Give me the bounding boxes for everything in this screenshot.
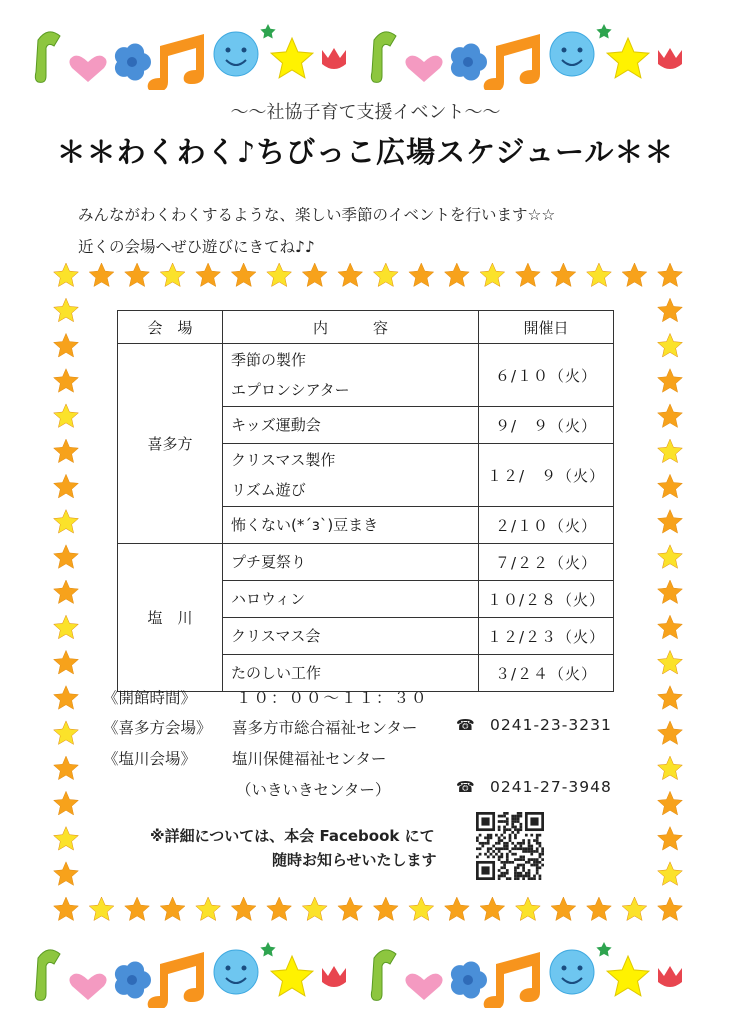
date-cell: １２/ ９（火） — [479, 444, 614, 507]
date-cell: ３/２４（火） — [479, 655, 614, 692]
frame-star — [89, 897, 114, 921]
frame-star — [54, 545, 79, 569]
content-line: 季節の製作 — [231, 351, 307, 369]
small-star-icon — [260, 942, 275, 957]
frame-star — [338, 897, 363, 921]
frame-star — [658, 298, 683, 322]
frame-star — [54, 298, 79, 322]
content-cell: クリスマス会 — [223, 618, 479, 655]
kitakata-place: 喜多方市総合福祉センター — [232, 719, 418, 737]
hours-value: １０：００〜１１：３０ — [236, 689, 429, 707]
date-cell: ７/２２（火） — [479, 544, 614, 581]
frame-star — [89, 263, 114, 287]
frame-star — [409, 897, 434, 921]
bottom-decoration-border — [0, 928, 731, 1008]
frame-star — [622, 263, 647, 287]
hours-label: 《開館時間》 — [103, 689, 197, 707]
frame-star — [267, 263, 292, 287]
frame-star — [54, 721, 79, 745]
frame-star — [54, 474, 79, 498]
frame-star — [373, 897, 398, 921]
content-cell — [223, 344, 479, 407]
tulip-icon — [322, 966, 346, 987]
frame-star — [231, 897, 256, 921]
frame-star — [622, 897, 647, 921]
smiley-face-icon — [214, 32, 258, 76]
frame-star — [480, 263, 505, 287]
frame-star — [54, 686, 79, 710]
frame-star — [658, 897, 683, 921]
heart-icon — [405, 974, 442, 1000]
venue-cell-shiokawa: 塩 川 — [118, 544, 223, 692]
smiley-face-icon — [550, 32, 594, 76]
content-cell: キッズ運動会 — [223, 407, 479, 444]
frame-star — [658, 545, 683, 569]
frame-star — [54, 756, 79, 780]
kitakata-label: 《喜多方会場》 — [103, 719, 212, 737]
frame-star — [587, 897, 612, 921]
heart-icon — [69, 56, 106, 82]
content-cell: プチ夏祭り — [223, 544, 479, 581]
shiokawa-phone: 0241-27-3948 — [490, 778, 612, 796]
frame-star — [54, 439, 79, 463]
green-note-icon — [371, 950, 396, 1001]
frame-star — [658, 263, 683, 287]
heart-icon — [405, 56, 442, 82]
intro-line-1: みんながわくわくするような、楽しい季節のイベントを行います☆☆ — [78, 206, 556, 224]
notice-line-1: ※詳細については、本会 Facebook にて — [150, 827, 435, 845]
frame-star — [658, 474, 683, 498]
frame-star — [231, 263, 256, 287]
flower-center-icon — [463, 57, 473, 67]
facebook-qr-code[interactable] — [476, 812, 544, 880]
frame-star — [658, 791, 683, 815]
content-line: クリスマス製作 — [231, 451, 336, 469]
frame-star — [302, 263, 327, 287]
content-cell: ハロウィン — [223, 581, 479, 618]
frame-star — [516, 897, 541, 921]
frame-star — [54, 580, 79, 604]
content-cell: 怖くない(*´з`)豆まき — [223, 507, 479, 544]
frame-star — [587, 263, 612, 287]
frame-star — [125, 263, 150, 287]
frame-star — [267, 897, 292, 921]
schedule-title: ＊＊わくわく♪ちびっこ広場スケジュール＊＊ — [56, 135, 675, 169]
date-cell: ６/１０（火） — [479, 344, 614, 407]
frame-star — [54, 263, 79, 287]
frame-star — [54, 369, 79, 393]
heart-icon — [69, 974, 106, 1000]
yellow-star-icon — [271, 956, 313, 996]
frame-star — [54, 827, 79, 851]
frame-star — [658, 404, 683, 428]
shiokawa-label: 《塩川会場》 — [103, 750, 197, 768]
tulip-icon — [322, 48, 346, 69]
frame-star — [445, 897, 470, 921]
frame-star — [125, 897, 150, 921]
shiokawa-place: 塩川保健福祉センター — [232, 750, 387, 768]
table-header-row — [118, 311, 614, 344]
frame-star — [551, 897, 576, 921]
music-note-icon — [148, 952, 204, 1008]
frame-star — [445, 263, 470, 287]
venue-header: 会 場 — [118, 311, 223, 344]
frame-star — [196, 897, 221, 921]
date-cell: １２/２３（火） — [479, 618, 614, 655]
frame-star — [54, 510, 79, 533]
telephone-icon: ☎ — [456, 778, 475, 796]
frame-star — [658, 510, 683, 533]
shiokawa-place-sub: （いきいきセンター） — [236, 781, 391, 799]
telephone-icon: ☎ — [456, 716, 475, 734]
venue-cell-kitakata: 喜多方 — [118, 344, 223, 544]
frame-star — [658, 615, 683, 639]
table-row — [118, 544, 614, 581]
content-line: リズム遊び — [231, 481, 306, 499]
frame-star — [302, 897, 327, 921]
frame-star — [658, 721, 683, 745]
frame-star — [160, 263, 185, 287]
frame-star — [54, 615, 79, 639]
music-note-icon — [484, 34, 540, 90]
frame-star — [409, 263, 434, 287]
frame-star — [54, 404, 79, 428]
table-row — [118, 344, 614, 407]
frame-star — [196, 263, 221, 287]
frame-star — [658, 827, 683, 851]
small-star-icon — [260, 24, 275, 39]
content-cell — [223, 444, 479, 507]
music-note-icon — [148, 34, 204, 90]
green-note-icon — [35, 32, 60, 83]
frame-star — [54, 791, 79, 815]
content-line: エプロンシアター — [231, 381, 350, 399]
date-header: 開催日 — [479, 311, 614, 344]
yellow-star-icon — [607, 38, 649, 78]
frame-star — [658, 439, 683, 463]
smiley-face-icon — [214, 950, 258, 994]
frame-star — [658, 369, 683, 393]
frame-star — [338, 263, 363, 287]
content-cell: たのしい工作 — [223, 655, 479, 692]
frame-star — [54, 897, 79, 921]
frame-star — [551, 263, 576, 287]
event-subtitle: 〜〜社協子育て支援イベント〜〜 — [230, 102, 501, 123]
intro-line-2: 近くの会場へぜひ遊びにきてね♪♪ — [78, 238, 315, 256]
frame-star — [658, 650, 683, 674]
content-header: 内 容 — [223, 311, 479, 344]
flower-center-icon — [127, 975, 137, 985]
small-star-icon — [596, 942, 611, 957]
frame-star — [54, 333, 79, 357]
yellow-star-icon — [607, 956, 649, 996]
frame-star — [658, 862, 683, 886]
frame-star — [480, 897, 505, 921]
tulip-icon — [658, 966, 682, 987]
tulip-icon — [658, 48, 682, 69]
music-note-icon — [484, 952, 540, 1008]
yellow-star-icon — [271, 38, 313, 78]
date-cell: １０/２８（火） — [479, 581, 614, 618]
top-decoration-border — [0, 10, 731, 90]
flower-center-icon — [463, 975, 473, 985]
kitakata-phone: 0241-23-3231 — [490, 716, 612, 734]
frame-star — [373, 263, 398, 287]
frame-star — [54, 650, 79, 674]
frame-star — [658, 333, 683, 357]
smiley-face-icon — [550, 950, 594, 994]
schedule-table — [117, 310, 614, 692]
notice-line-2: 随時お知らせいたします — [272, 851, 437, 869]
date-cell: ９/ ９（火） — [479, 407, 614, 444]
frame-star — [658, 580, 683, 604]
frame-star — [658, 756, 683, 780]
frame-star — [160, 897, 185, 921]
green-note-icon — [371, 32, 396, 83]
small-star-icon — [596, 24, 611, 39]
frame-star — [54, 862, 79, 886]
flower-center-icon — [127, 57, 137, 67]
date-cell: ２/１０（火） — [479, 507, 614, 544]
frame-star — [516, 263, 541, 287]
green-note-icon — [35, 950, 60, 1001]
frame-star — [658, 686, 683, 710]
